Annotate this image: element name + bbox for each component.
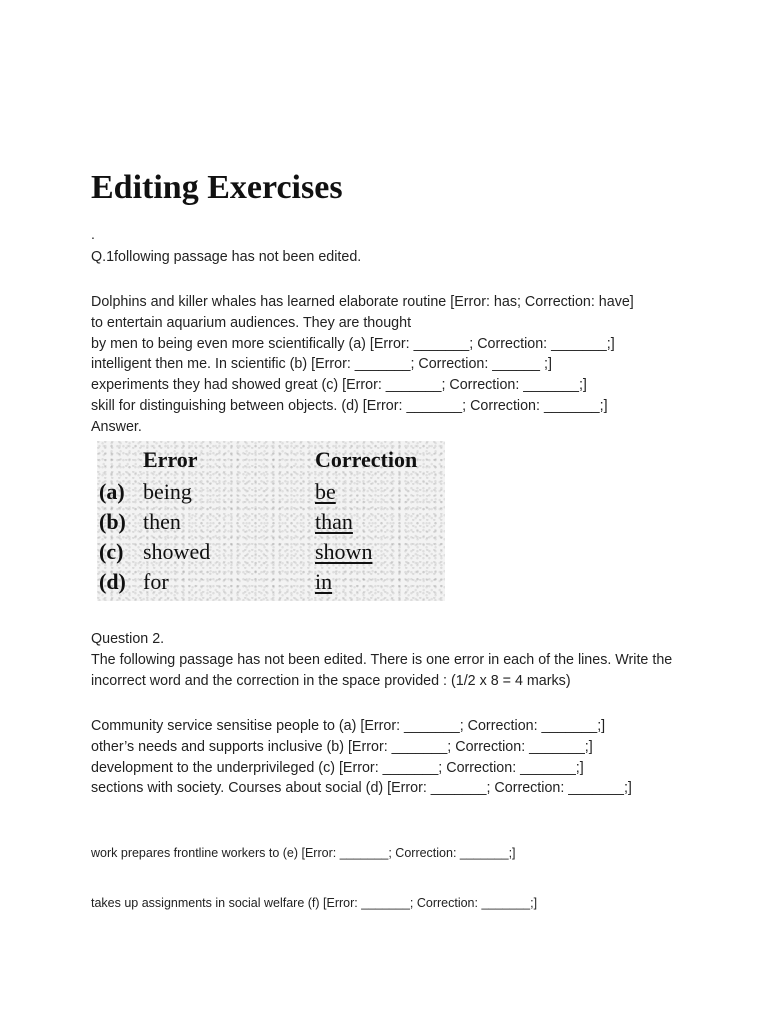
q1-line: intelligent then me. In scientific (b) [Error: _______; Correction: ______ ;]	[91, 356, 552, 373]
answer-row-correction: than	[315, 509, 353, 534]
q1-answer-label: Answer.	[91, 418, 142, 435]
answer-row-error: being	[143, 479, 192, 504]
answer-row-label: (b)	[99, 509, 126, 534]
q1-line: experiments they had showed great (c) [Error: _______; Correction: _______;]	[91, 377, 587, 394]
answer-row-error: showed	[143, 539, 211, 564]
q1-line: Dolphins and killer whales has learned elaborate routine [Error: has; Correction: have]	[91, 294, 634, 310]
q2-line: Community service sensitise people to (a) [Error: _______; Correction: _______;]	[91, 718, 606, 734]
answer-row-correction: be	[315, 479, 336, 504]
q2-instructions: The following passage has not been edited. There is one error in each of the lines. Write the incorrect word and the correction in the space provided : (1/2 x 8 = 4 marks)	[91, 652, 673, 689]
answer-row	[97, 537, 445, 567]
q2-line-e: work prepares frontline workers to (e) [Error: _______; Correction: _______;]	[91, 846, 516, 860]
q1-heading-text: Q.1following passage has not been edited.	[91, 249, 362, 265]
q1-heading	[91, 247, 361, 268]
answer-row-correction: in	[315, 569, 333, 594]
q2-line: development to the underprivileged (c) [Error: _______; Correction: _______;]	[91, 759, 584, 776]
answer-row-error: for	[143, 569, 169, 594]
q2-heading-text: Question 2.	[91, 631, 165, 647]
answer-row	[97, 567, 445, 597]
q1-line: by men to being even more scientifically (a) [Error: _______; Correction: _______;]	[91, 335, 615, 352]
answer-row-label: (a)	[99, 479, 125, 504]
q1-line: skill for distinguishing between objects. (d) [Error: _______; Correction: _______;]	[91, 397, 608, 414]
q2-line: sections with society. Courses about social (d) [Error: _______; Correction: _______;]	[91, 780, 632, 797]
answer-row	[97, 507, 445, 537]
q2-heading	[91, 629, 164, 650]
answer-header-correction: Correction	[315, 447, 418, 472]
q2-line-f: takes up assignments in social welfare (f) [Error: _______; Correction: _______;]	[91, 896, 538, 910]
answer-row	[97, 477, 445, 507]
page-title: Editing Exercises	[91, 169, 343, 206]
separator-dot: .	[91, 226, 95, 242]
q1-passage	[91, 292, 634, 438]
answer-row-label: (c)	[99, 539, 124, 564]
q2-passage	[91, 716, 632, 799]
q1-line: to entertain aquarium audiences. They are thought	[91, 314, 412, 331]
answer-row-label: (d)	[99, 569, 126, 594]
answer-header-error: Error	[143, 447, 198, 472]
document-page	[91, 0, 711, 1024]
answer-table-image	[97, 441, 445, 601]
answer-row-correction: shown	[315, 539, 373, 564]
answer-row-error: then	[143, 509, 181, 534]
q2-line: other’s needs and supports inclusive (b) [Error: _______; Correction: _______;]	[91, 738, 593, 755]
